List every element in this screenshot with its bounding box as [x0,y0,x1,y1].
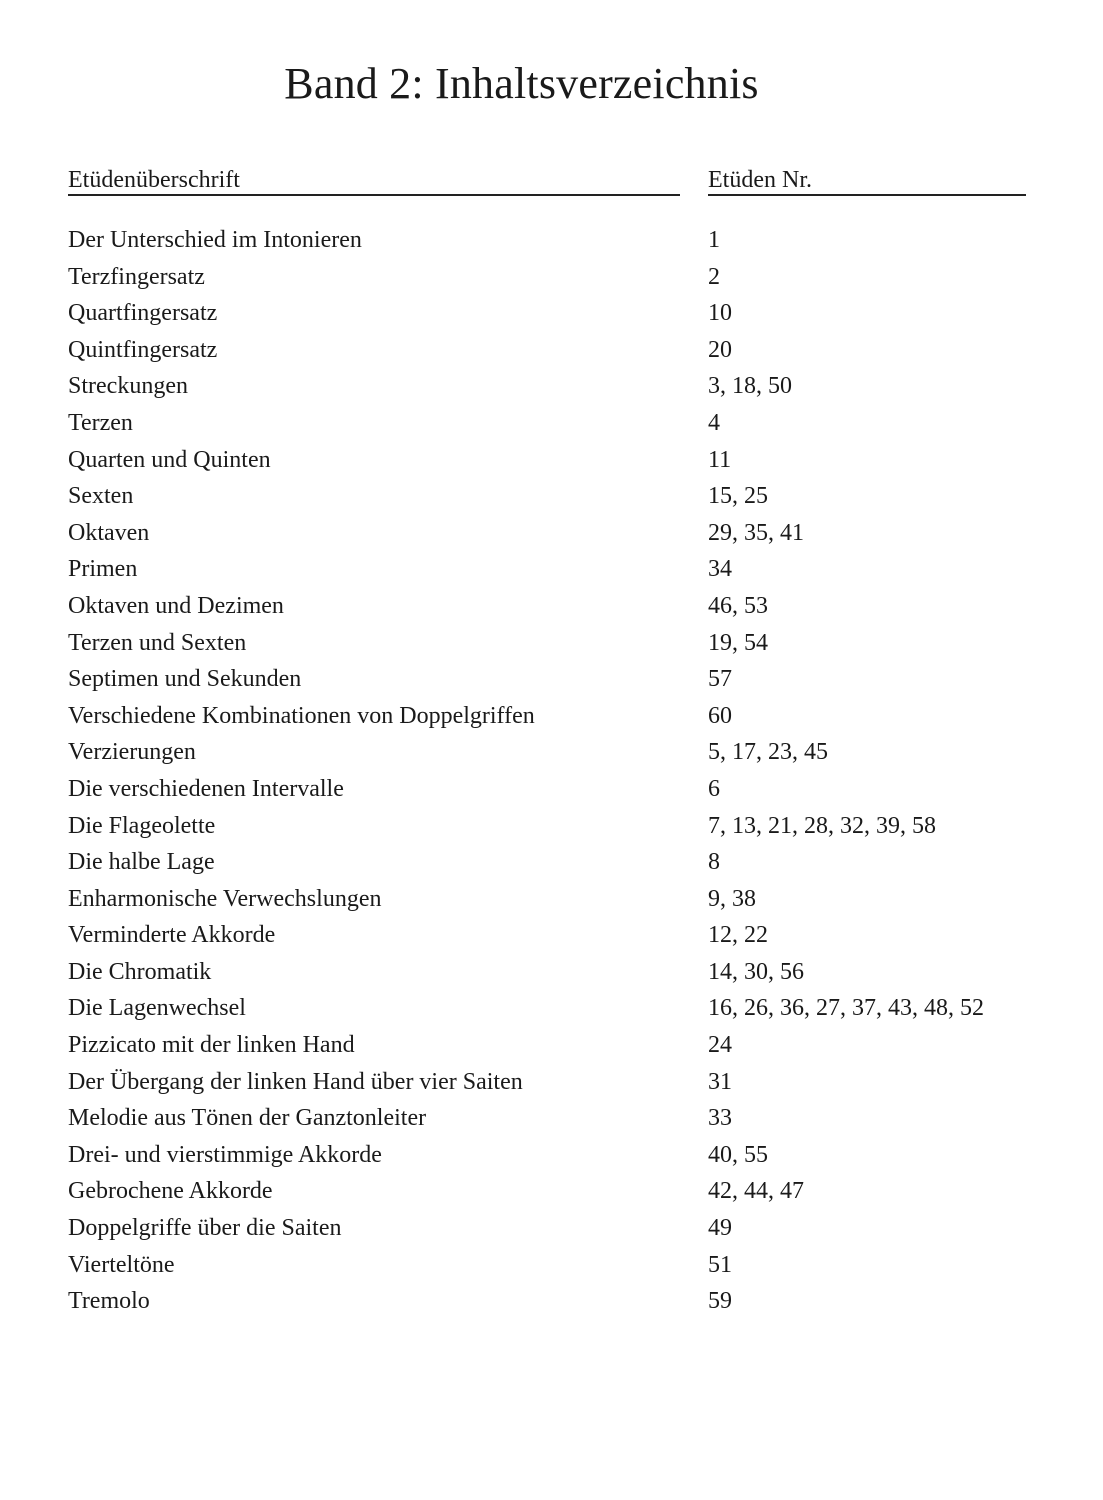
toc-entry [68,442,1048,479]
toc-entry [68,844,1048,881]
toc-entry-title: Der Unterschied im Intonieren [68,227,362,253]
toc-entry [68,368,1048,405]
toc-entry [68,295,1048,332]
toc-entry-title: Die Lagenwechsel [68,995,246,1022]
toc-entry-title: Sexten [68,483,134,510]
toc-entry-numbers: 16, 26, 36, 27, 37, 43, 48, 52 [708,995,984,1022]
toc-entry-numbers: 46, 53 [708,592,768,619]
toc-entry-title: Enharmonische Verwechslungen [68,885,382,912]
toc-entry-title: Oktaven [68,519,150,546]
toc-entry-numbers: 9, 38 [708,885,756,912]
toc-entry-numbers: 4 [708,409,720,436]
toc-entry [68,808,1048,845]
toc-entry [68,917,1048,954]
toc-entry-numbers: 33 [708,1105,732,1132]
toc-list [68,222,1048,1320]
toc-entry-title: Gebrochene Akkorde [68,1178,273,1205]
toc-entry [68,881,1048,918]
toc-entry-title: Drei- und vierstimmige Akkorde [68,1141,382,1168]
toc-entry-numbers: 5, 17, 23, 45 [708,739,828,766]
toc-entry [68,625,1048,662]
toc-entry-numbers: 57 [708,666,732,693]
page-title: Band 2: Inhaltsverzeichnis [284,59,759,108]
toc-entry-numbers: 20 [708,336,732,363]
toc-header [68,166,1026,196]
toc-entry-title: Die Chromatik [68,958,212,985]
toc-entry-numbers: 6 [708,775,720,802]
toc-entry-title: Oktaven und Dezimen [68,592,284,619]
toc-entry-title: Die halbe Lage [68,849,215,876]
toc-entry-title: Die verschiedenen Intervalle [68,775,344,802]
toc-entry-title: Primen [68,556,138,583]
toc-entry [68,1137,1048,1174]
toc-entry [68,332,1048,369]
toc-entry [68,405,1048,442]
toc-entry-numbers: 29, 35, 41 [708,519,804,546]
toc-entry [68,661,1048,698]
toc-entry-title: Terzen [68,409,133,436]
toc-entry [68,222,1048,259]
toc-entry-numbers: 3, 18, 50 [708,373,792,400]
toc-entry-numbers: 51 [708,1251,732,1278]
toc-entry [68,1027,1048,1064]
toc-entry-title: Quintfingersatz [68,336,218,363]
toc-entry-title: Pizzicato mit der linken Hand [68,1032,355,1059]
toc-entry-numbers: 15, 25 [708,483,768,510]
toc-entry-numbers: 1 [708,227,720,253]
toc-entry-title: Septimen und Sekunden [68,666,302,693]
toc-entry-numbers: 59 [708,1288,732,1315]
toc-entry [68,1247,1048,1284]
toc-entry [68,259,1048,296]
toc-entry-title: Vierteltöne [68,1251,175,1278]
toc-entry-title: Quartfingersatz [68,300,218,327]
toc-entry [68,734,1048,771]
toc-entry [68,990,1048,1027]
toc-entry-title: Verschiedene Kombinationen von Doppelgriffen [68,702,535,729]
toc-entry-numbers: 8 [708,849,720,876]
toc-entry-numbers: 14, 30, 56 [708,958,804,985]
toc-entry-title: Tremolo [68,1288,150,1315]
toc-entry-numbers: 49 [708,1215,732,1242]
toc-entry-title: Verminderte Akkorde [68,922,276,949]
toc-entry [68,698,1048,735]
toc-entry-numbers: 12, 22 [708,922,768,949]
toc-entry-title: Verzierungen [68,739,196,766]
toc-entry [68,478,1048,515]
toc-entry-numbers: 11 [708,446,732,473]
toc-entry [68,1210,1048,1247]
toc-entry-title: Die Flageolette [68,812,216,839]
toc-entry-numbers: 24 [708,1032,732,1059]
toc-entry [68,515,1048,552]
toc-entry-numbers: 2 [708,263,720,290]
toc-entry-title: Streckungen [68,373,188,400]
toc-entry [68,771,1048,808]
toc-entry [68,1100,1048,1137]
toc-entry [68,1064,1048,1101]
toc-entry-title: Der Übergang der linken Hand über vier Saiten [68,1068,523,1095]
toc-entry-title: Doppelgriffe über die Saiten [68,1215,342,1242]
toc-entry [68,1173,1048,1210]
toc-entry-title: Melodie aus Tönen der Ganztonleiter [68,1105,427,1132]
toc-entry-numbers: 40, 55 [708,1141,768,1168]
toc-entry-title: Terzfingersatz [68,263,205,290]
toc-entry [68,954,1048,991]
toc-entry-numbers: 34 [708,556,732,583]
toc-entry [68,588,1048,625]
toc-entry-numbers: 60 [708,702,732,729]
column-header-title: Etüdenüberschrift [68,166,680,196]
toc-entry-numbers: 31 [708,1068,732,1095]
toc-entry [68,551,1048,588]
toc-entry-numbers: 10 [708,300,732,327]
toc-entry-title: Terzen und Sexten [68,629,247,656]
toc-entry [68,1283,1048,1320]
toc-entry-numbers: 42, 44, 47 [708,1178,804,1205]
toc-entry-numbers: 7, 13, 21, 28, 32, 39, 58 [708,812,936,839]
toc-entry-numbers: 19, 54 [708,629,768,656]
toc-entry-title: Quarten und Quinten [68,446,271,473]
column-header-number: Etüden Nr. [708,166,1026,196]
